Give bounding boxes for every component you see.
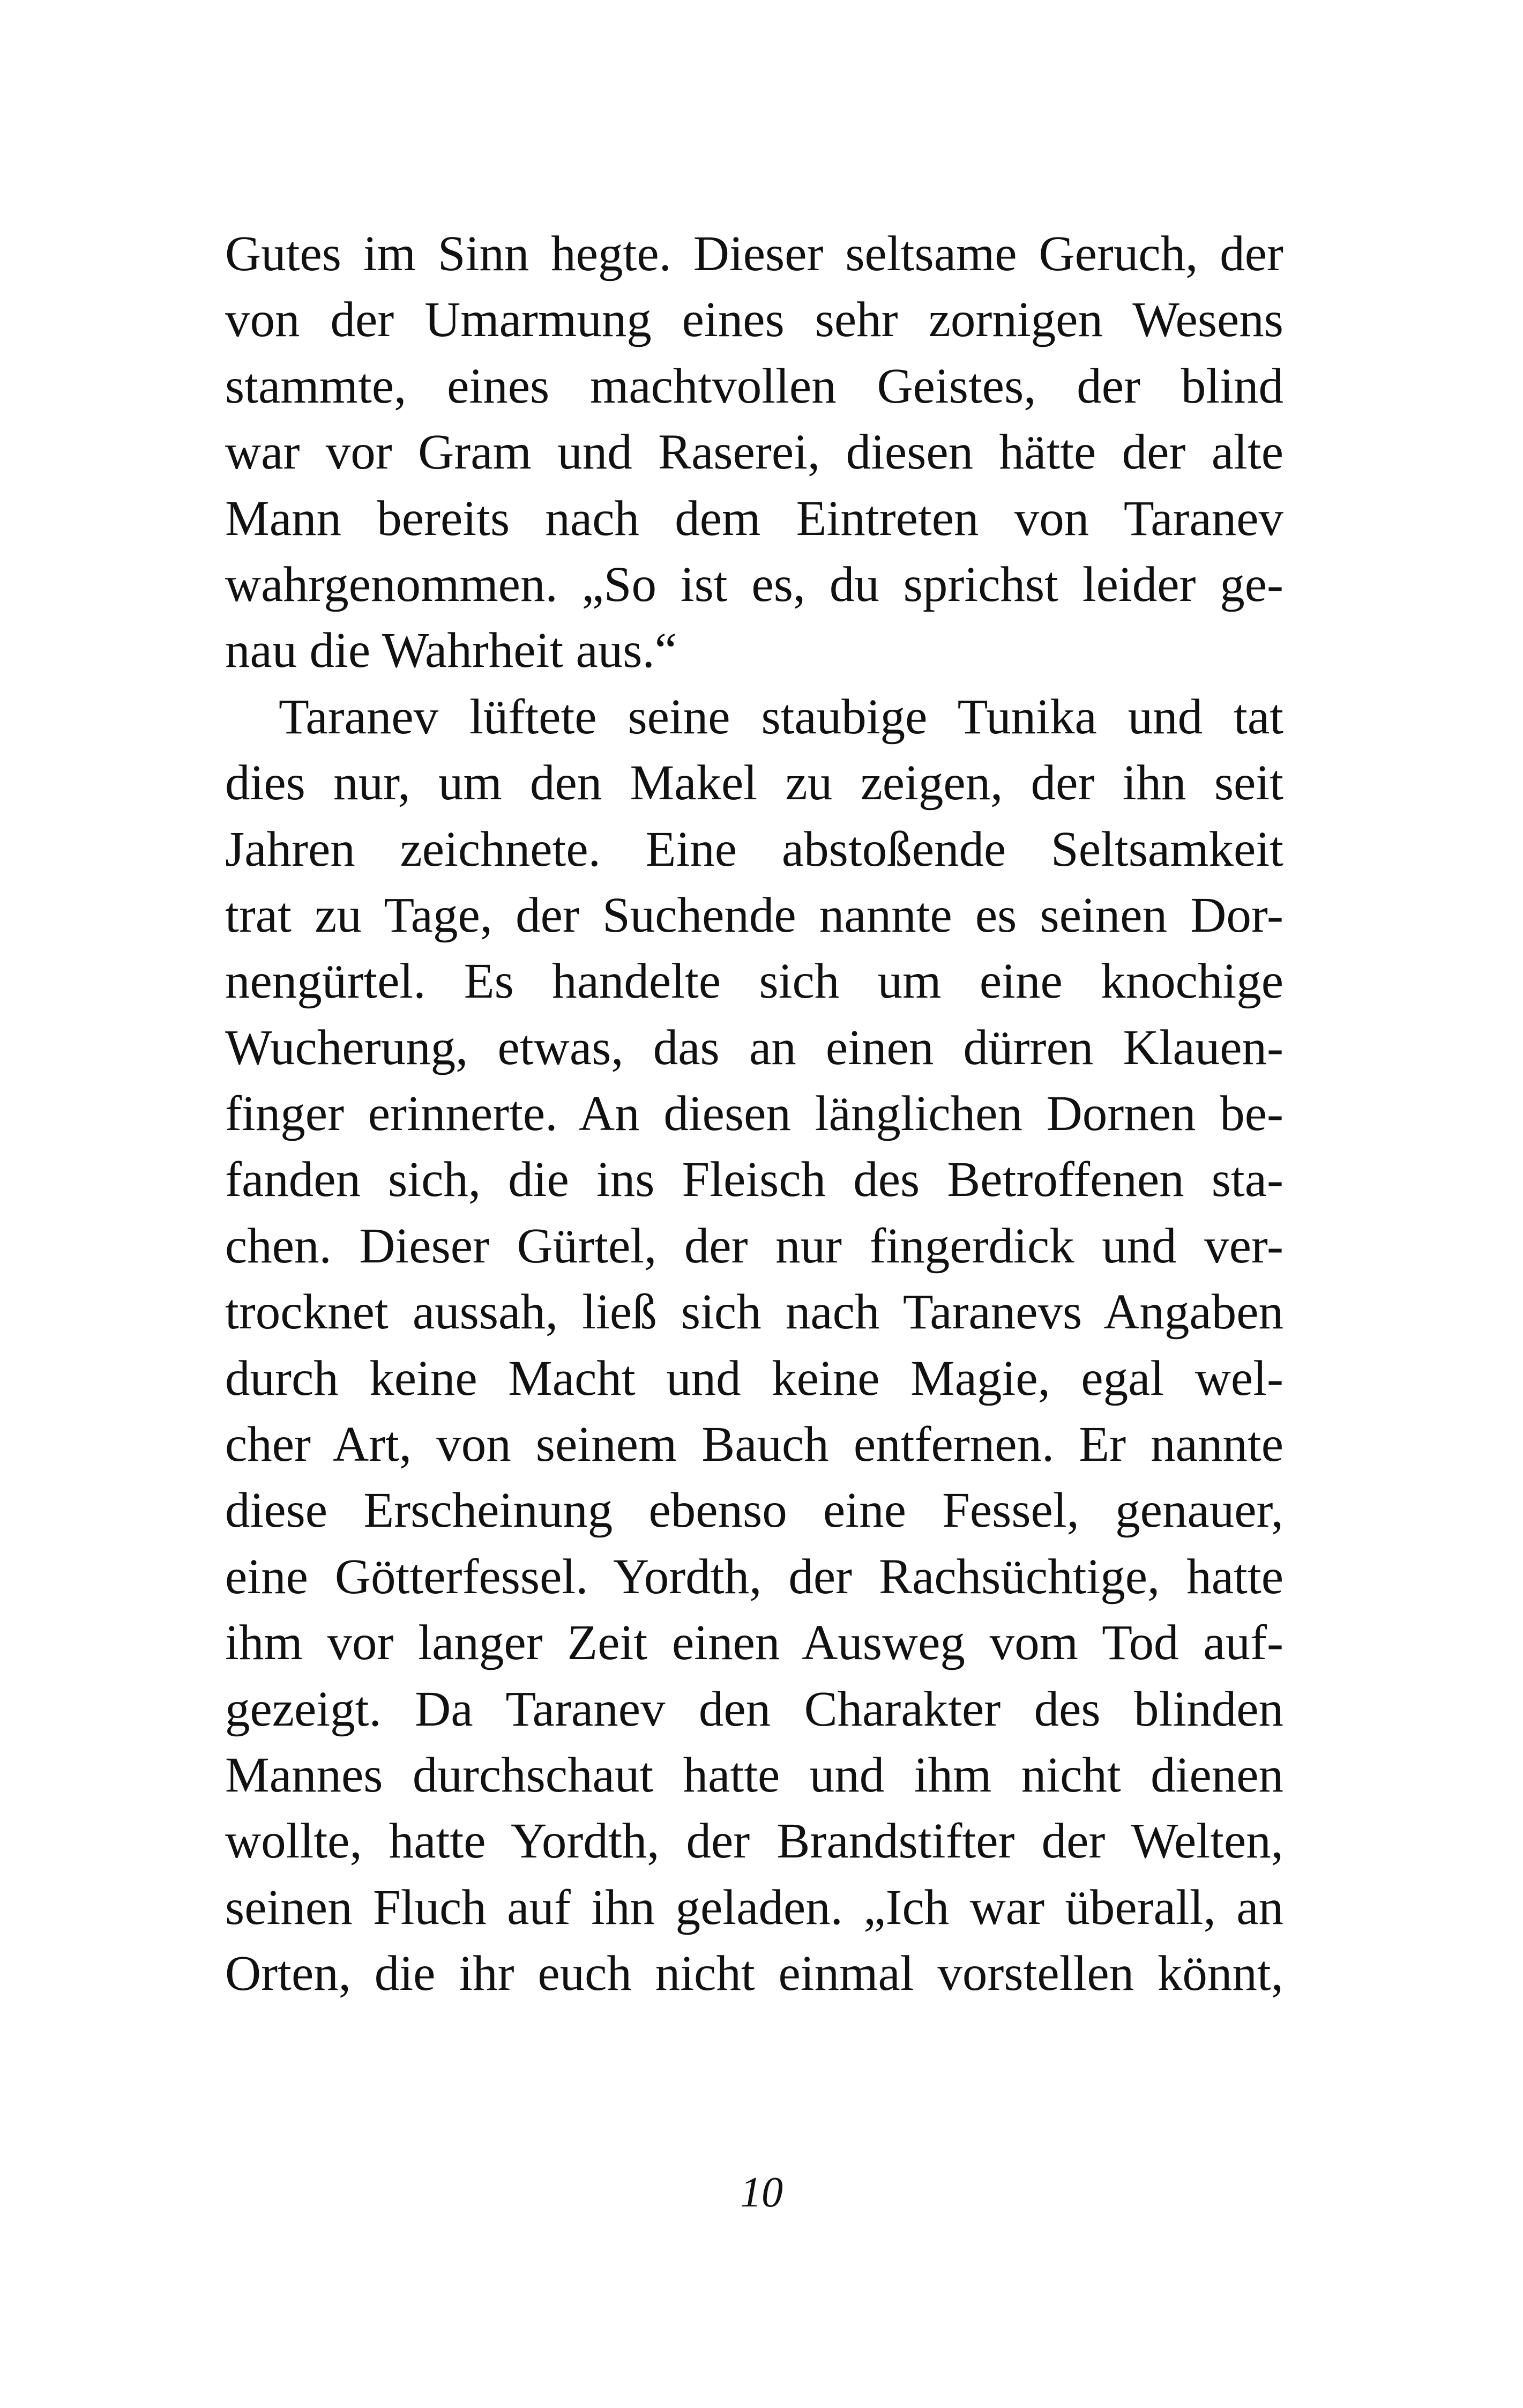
text-line: durch keine Macht und keine Magie, egal wel- xyxy=(225,1350,1283,1406)
text-line: wahrgenommen. „So ist es, du sprichst leider ge- xyxy=(225,556,1283,612)
text-line: Gutes im Sinn hegte. Dieser seltsame Geruch, der xyxy=(225,226,1283,281)
text-line: gezeigt. Da Taranev den Charakter des blinden xyxy=(225,1681,1283,1737)
text-line: wollte, hatte Yordth, der Brandstifter der Welten, xyxy=(225,1814,1283,1869)
text-line: dies nur, um den Makel zu zeigen, der ihn seit xyxy=(225,755,1283,811)
text-line: eine Götterfessel. Yordth, der Rachsüchtige, hatte xyxy=(225,1549,1283,1604)
text-line: Taranev lüftete seine staubige Tunika und tat xyxy=(279,689,1283,745)
text-line: finger erinnerte. An diesen länglichen Dornen be- xyxy=(225,1086,1283,1142)
body-text xyxy=(225,221,1283,2007)
text-line: Orten, die ihr euch nicht einmal vorstellen könnt, xyxy=(225,1946,1283,2002)
text-line: nau die Wahrheit aus.“ xyxy=(225,623,677,679)
text-line: Mann bereits nach dem Eintreten von Taranev xyxy=(225,490,1283,546)
text-line: trocknet aussah, ließ sich nach Taranevs Angaben xyxy=(225,1284,1283,1340)
text-line: fanden sich, die ins Fleisch des Betroffenen sta- xyxy=(225,1152,1283,1208)
text-line: Mannes durchschaut hatte und ihm nicht dienen xyxy=(225,1747,1283,1803)
text-line: nengürtel. Es handelte sich um eine knochige xyxy=(225,954,1283,1009)
text-line: Wucherung, etwas, das an einen dürren Klauen- xyxy=(225,1020,1283,1075)
text-line: chen. Dieser Gürtel, der nur fingerdick und ver- xyxy=(225,1218,1283,1274)
text-line: von der Umarmung eines sehr zornigen Wesens xyxy=(225,292,1283,348)
text-line: cher Art, von seinem Bauch entfernen. Er nannte xyxy=(225,1417,1283,1473)
text-line: diese Erscheinung ebenso eine Fessel, genauer, xyxy=(225,1483,1283,1539)
text-line: Jahren zeichnete. Eine abstoßende Seltsamkeit xyxy=(225,821,1283,877)
text-line: trat zu Tage, der Suchende nannte es seinen Dor- xyxy=(225,887,1283,943)
text-line: seinen Fluch auf ihn geladen. „Ich war überall, an xyxy=(225,1879,1283,1935)
page-number: 10 xyxy=(740,2169,783,2216)
text-line: stammte, eines machtvollen Geistes, der blind xyxy=(225,358,1283,414)
text-line: ihm vor langer Zeit einen Ausweg vom Tod auf- xyxy=(225,1615,1283,1671)
text-line: war vor Gram und Raserei, diesen hätte der alte xyxy=(225,425,1283,480)
